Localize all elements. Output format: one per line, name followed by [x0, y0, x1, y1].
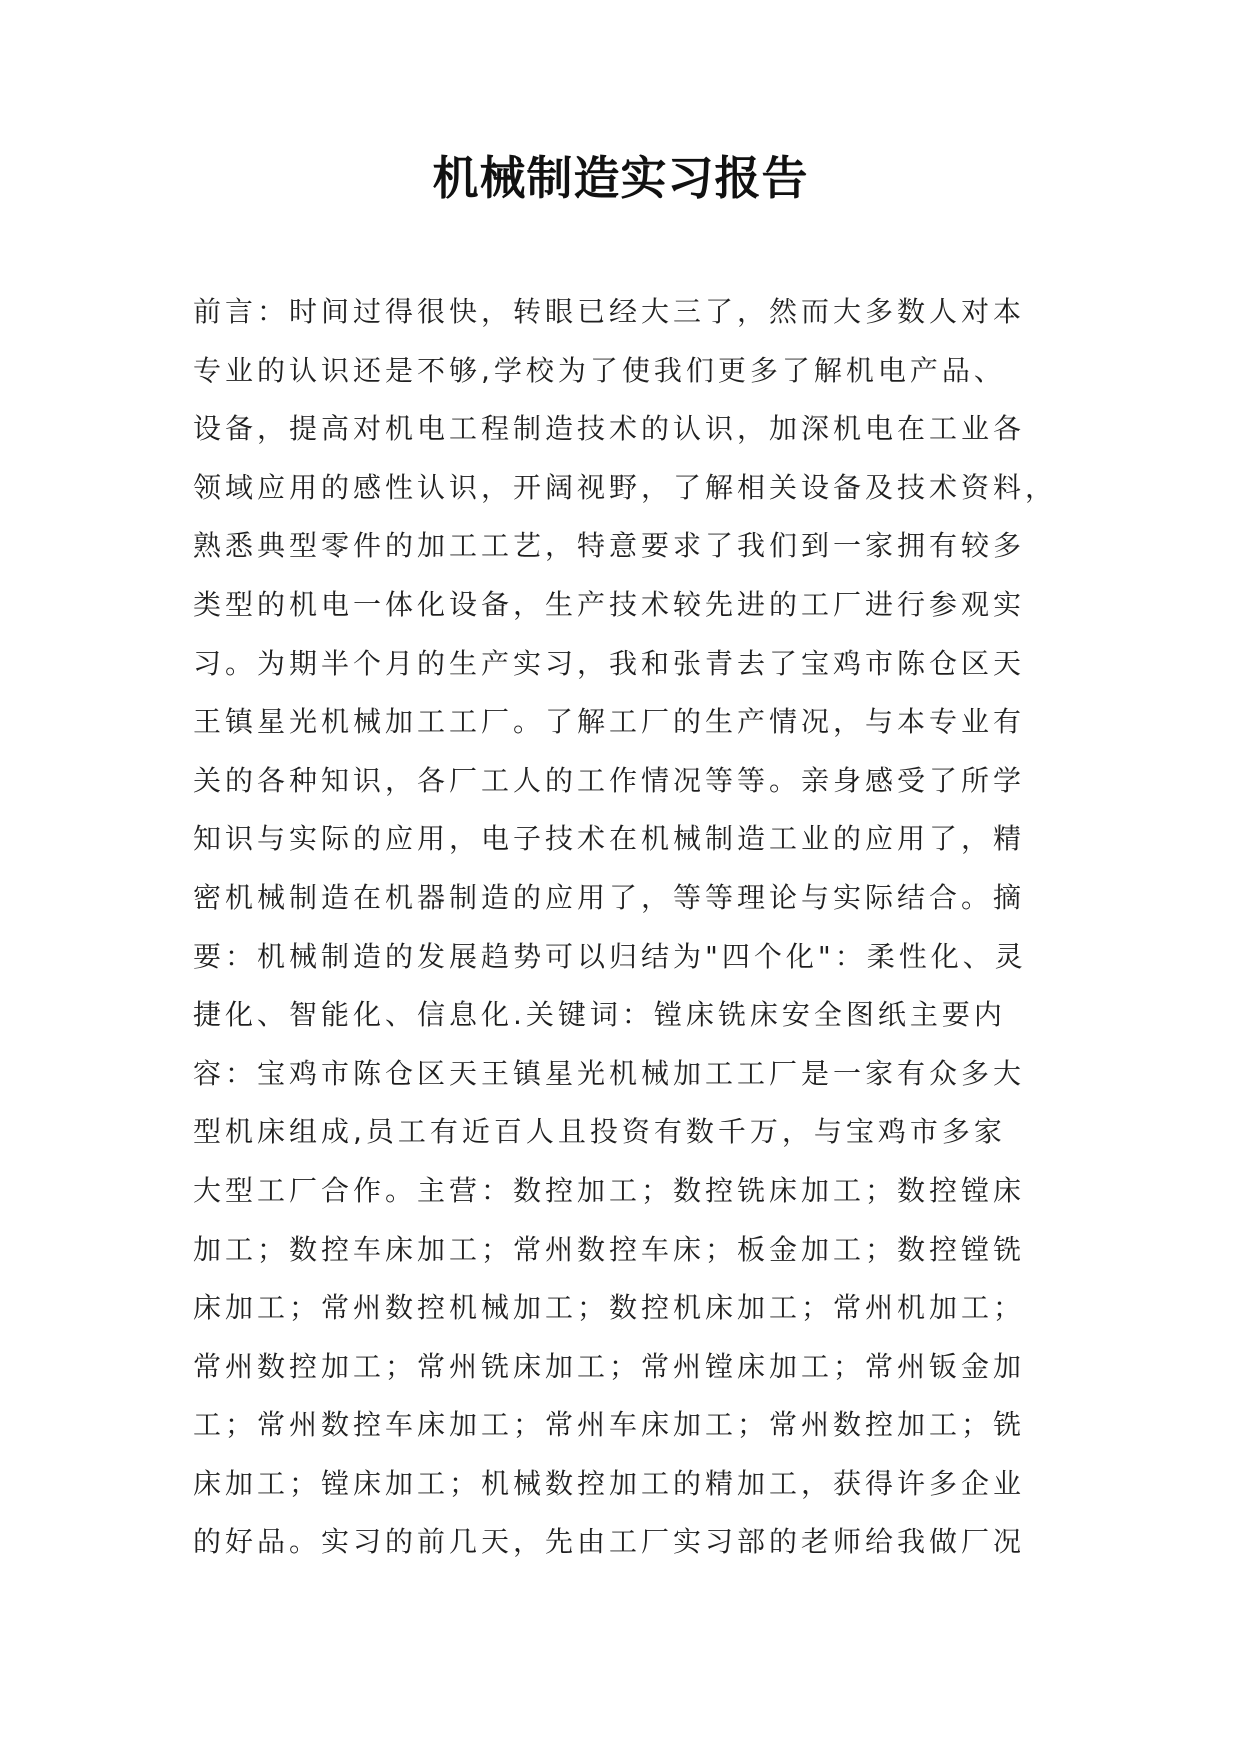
- body-line: 床加工；常州数控机械加工；数控机床加工；常州机加工；: [193, 1291, 1026, 1325]
- body-line: 加工；数控车床加工；常州数控车床；板金加工；数控镗铣: [193, 1232, 1026, 1266]
- document-title: 机械制造实习报告: [432, 151, 809, 205]
- body-line: 王镇星光机械加工工厂。了解工厂的生产情况，与本专业有: [193, 705, 1026, 739]
- body-line: 要：机械制造的发展趋势可以归结为"四个化"：柔性化、灵: [193, 939, 1027, 973]
- body-line: 容：宝鸡市陈仓区天王镇星光机械加工工厂是一家有众多大: [193, 1056, 1026, 1090]
- body-line: 熟悉典型零件的加工工艺，特意要求了我们到一家拥有较多: [193, 529, 1026, 563]
- body-line: 设备，提高对机电工程制造技术的认识，加深机电在工业各: [193, 412, 1026, 446]
- body-line: 型机床组成,员工有近百人且投资有数千万，与宝鸡市多家: [193, 1115, 1006, 1149]
- body-line: 的好品。实习的前几天，先由工厂实习部的老师给我做厂况: [193, 1525, 1026, 1559]
- body-line: 关的各种知识，各厂工人的工作情况等等。亲身感受了所学: [193, 763, 1026, 797]
- body-line: 专业的认识还是不够,学校为了使我们更多了解机电产品、: [193, 353, 1006, 387]
- document-body: [193, 283, 1073, 1572]
- body-line: 前言：时间过得很快，转眼已经大三了，然而大多数人对本: [193, 295, 1026, 328]
- body-line: 密机械制造在机器制造的应用了，等等理论与实际结合。摘: [193, 880, 1026, 914]
- body-line: 类型的机电一体化设备，生产技术较先进的工厂进行参观实: [193, 587, 1026, 621]
- body-line: 工；常州数控车床加工；常州车床加工；常州数控加工；铣: [193, 1408, 1026, 1442]
- body-line: 床加工；镗床加工；机械数控加工的精加工，获得许多企业: [193, 1466, 1026, 1500]
- body-line: 习。为期半个月的生产实习，我和张青去了宝鸡市陈仓区天: [193, 646, 1026, 680]
- body-line: 捷化、智能化、信息化.关键词：镗床铣床安全图纸主要内: [193, 998, 1006, 1032]
- body-line: 领域应用的感性认识，开阔视野，了解相关设备及技术资料，: [193, 470, 1058, 504]
- body-line: 大型工厂合作。主营：数控加工；数控铣床加工；数控镗床: [193, 1173, 1026, 1207]
- body-line: 知识与实际的应用，电子技术在机械制造工业的应用了，精: [193, 822, 1026, 856]
- body-line: 常州数控加工；常州铣床加工；常州镗床加工；常州钣金加: [193, 1349, 1026, 1383]
